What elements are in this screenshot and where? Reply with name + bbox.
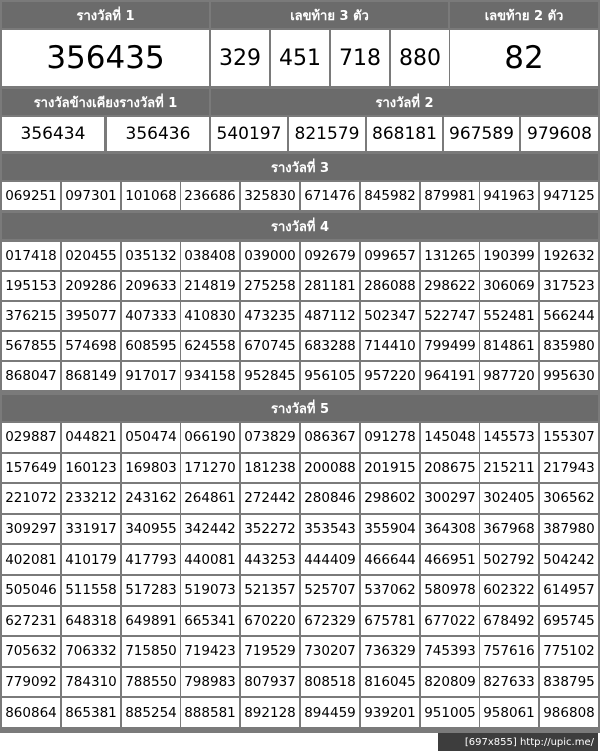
fifth-prize-number: 502792	[480, 545, 538, 574]
fourth-prize-number: 407333	[122, 302, 180, 330]
fourth-prize-number: 835980	[540, 332, 598, 360]
first-prize-header: รางวัลที่ 1	[2, 2, 209, 28]
fourth-prize-number: 502347	[361, 302, 419, 330]
fourth-prize-number: 192632	[540, 242, 598, 270]
fourth-prize-number: 552481	[480, 302, 538, 330]
second-prize-header: รางวัลที่ 2	[211, 89, 598, 115]
fifth-prize-number: 402081	[2, 545, 60, 574]
fifth-prize-number: 798983	[181, 668, 239, 697]
fourth-prize-number: 190399	[480, 242, 538, 270]
fifth-prize-number: 086367	[301, 423, 359, 452]
fourth-prize-number: 376215	[2, 302, 60, 330]
fourth-prize-number: 956105	[301, 362, 359, 390]
fifth-prize-number: 677022	[421, 607, 479, 636]
fifth-prize-number: 986808	[540, 698, 598, 727]
fifth-prize-number: 649891	[122, 607, 180, 636]
fifth-prize-number: 788550	[122, 668, 180, 697]
fifth-prize-number: 816045	[361, 668, 419, 697]
fifth-prize-number: 827633	[480, 668, 538, 697]
last3-number: 451	[271, 30, 329, 86]
fourth-prize-number: 281181	[301, 272, 359, 300]
third-prize-number: 879981	[421, 182, 479, 210]
fifth-prize-number: 602322	[480, 576, 538, 605]
fourth-prize-number: 714410	[361, 332, 419, 360]
fourth-prize-number: 298622	[421, 272, 479, 300]
fourth-prize-number: 214819	[181, 272, 239, 300]
fifth-prize-number: 670220	[241, 607, 299, 636]
third-prize-number: 947125	[540, 182, 598, 210]
fifth-prize-number: 678492	[480, 607, 538, 636]
fourth-prize-number: 017418	[2, 242, 60, 270]
fifth-prize-number: 298602	[361, 484, 419, 513]
fourth-prize-number: 306069	[480, 272, 538, 300]
third-prize-number: 097301	[62, 182, 120, 210]
fourth-prize-number: 952845	[241, 362, 299, 390]
fourth-prize-number: 670745	[241, 332, 299, 360]
fifth-prize-number: 201915	[361, 454, 419, 483]
second-prize-number: 967589	[444, 117, 519, 151]
fifth-prize-number: 233212	[62, 484, 120, 513]
fifth-prize-number: 029887	[2, 423, 60, 452]
fourth-prize-number: 317523	[540, 272, 598, 300]
near-first-header: รางวัลข้างเคียงรางวัลที่ 1	[2, 89, 209, 115]
fifth-prize-number: 521357	[241, 576, 299, 605]
fifth-prize-number: 364308	[421, 515, 479, 544]
fourth-prize-number: 868149	[62, 362, 120, 390]
fourth-prize-number: 574698	[62, 332, 120, 360]
fifth-prize-number: 160123	[62, 454, 120, 483]
last3-number: 329	[211, 30, 269, 86]
fourth-prize-number: 035132	[122, 242, 180, 270]
fourth-prize-number: 934158	[181, 362, 239, 390]
fifth-prize-number: 155307	[540, 423, 598, 452]
fifth-prize-number: 888581	[181, 698, 239, 727]
fifth-prize-number: 443253	[241, 545, 299, 574]
third-prize-number: 671476	[301, 182, 359, 210]
fifth-prize-number: 715850	[122, 637, 180, 666]
fifth-prize-number: 181238	[241, 454, 299, 483]
fifth-prize-number: 145573	[480, 423, 538, 452]
fifth-prize-number: 838795	[540, 668, 598, 697]
third-prize-number: 069251	[2, 182, 60, 210]
fourth-prize-number: 195153	[2, 272, 60, 300]
fifth-prize-number: 775102	[540, 637, 598, 666]
fifth-prize-number: 614957	[540, 576, 598, 605]
fourth-prize-number: 038408	[181, 242, 239, 270]
fifth-prize-number: 073829	[241, 423, 299, 452]
fourth-prize-number: 799499	[421, 332, 479, 360]
fourth-prize-number: 410830	[181, 302, 239, 330]
fourth-prize-number: 092679	[301, 242, 359, 270]
fourth-prize-number: 131265	[421, 242, 479, 270]
fifth-prize-number: 342442	[181, 515, 239, 544]
fourth-prize-number: 566244	[540, 302, 598, 330]
fourth-prize-number: 099657	[361, 242, 419, 270]
fifth-prize-number: 745393	[421, 637, 479, 666]
fifth-prize-number: 808518	[301, 668, 359, 697]
fifth-prize-number: 340955	[122, 515, 180, 544]
fifth-prize-number: 706332	[62, 637, 120, 666]
fourth-prize-number: 683288	[301, 332, 359, 360]
fifth-prize-number: 517283	[122, 576, 180, 605]
fifth-prize-number: 171270	[181, 454, 239, 483]
fifth-prize-number: 272442	[241, 484, 299, 513]
fifth-prize-number: 504242	[540, 545, 598, 574]
third-prize-number: 845982	[361, 182, 419, 210]
fifth-prize-number: 519073	[181, 576, 239, 605]
fifth-prize-number: 705632	[2, 637, 60, 666]
fourth-prize-number: 868047	[2, 362, 60, 390]
fifth-prize-number: 157649	[2, 454, 60, 483]
fourth-prize-number: 487112	[301, 302, 359, 330]
fifth-prize-number: 367968	[480, 515, 538, 544]
fifth-prize-number: 580978	[421, 576, 479, 605]
fifth-prize-number: 417793	[122, 545, 180, 574]
fifth-prize-number: 264861	[181, 484, 239, 513]
near-first-number: 356436	[107, 117, 209, 151]
fifth-prize-number: 892128	[241, 698, 299, 727]
fourth-prize-number: 814861	[480, 332, 538, 360]
fifth-prize-number: 736329	[361, 637, 419, 666]
fourth-prize-number: 395077	[62, 302, 120, 330]
fourth-prize-number: 957220	[361, 362, 419, 390]
fifth-prize-number: 860864	[2, 698, 60, 727]
fifth-prize-number: 243162	[122, 484, 180, 513]
fifth-prize-number: 719529	[241, 637, 299, 666]
fourth-prize-number: 567855	[2, 332, 60, 360]
fifth-prize-number: 958061	[480, 698, 538, 727]
fifth-prize-number: 466951	[421, 545, 479, 574]
fifth-prize-number: 894459	[301, 698, 359, 727]
fifth-prize-number: 444409	[301, 545, 359, 574]
third-prize-number: 325830	[241, 182, 299, 210]
near-first-number: 356434	[2, 117, 104, 151]
fifth-prize-number: 221072	[2, 484, 60, 513]
fifth-prize-number: 280846	[301, 484, 359, 513]
fifth-prize-number: 675781	[361, 607, 419, 636]
fifth-prize-number: 648318	[62, 607, 120, 636]
fifth-prize-number: 355904	[361, 515, 419, 544]
fifth-prize-number: 730207	[301, 637, 359, 666]
fifth-prize-number: 757616	[480, 637, 538, 666]
fifth-prize-number: 466644	[361, 545, 419, 574]
fifth-prize-number: 627231	[2, 607, 60, 636]
fifth-prize-number: 410179	[62, 545, 120, 574]
fourth-prize-number: 039000	[241, 242, 299, 270]
fifth-prize-number: 865381	[62, 698, 120, 727]
last3-number: 880	[391, 30, 449, 86]
fifth-prize-number: 050474	[122, 423, 180, 452]
fifth-prize-number: 302405	[480, 484, 538, 513]
fourth-prize-number: 995630	[540, 362, 598, 390]
fifth-prize-number: 306562	[540, 484, 598, 513]
fifth-prize-number: 044821	[62, 423, 120, 452]
fifth-prize-number: 169803	[122, 454, 180, 483]
fifth-prize-number: 440081	[181, 545, 239, 574]
fourth-prize-number: 020455	[62, 242, 120, 270]
fourth-prize-number: 473235	[241, 302, 299, 330]
last2-header: เลขท้าย 2 ตัว	[450, 2, 598, 28]
fifth-prize-number: 217943	[540, 454, 598, 483]
second-prize-number: 821579	[289, 117, 365, 151]
fifth-prize-header: รางวัลที่ 5	[2, 395, 598, 421]
fifth-prize-number: 511558	[62, 576, 120, 605]
fifth-prize-number: 505046	[2, 576, 60, 605]
fifth-prize-number: 353543	[301, 515, 359, 544]
fourth-prize-number: 987720	[480, 362, 538, 390]
fifth-prize-number: 208675	[421, 454, 479, 483]
image-host-watermark: [697x855] http://upic.me/	[438, 733, 598, 751]
fourth-prize-number: 624558	[181, 332, 239, 360]
fifth-prize-number: 951005	[421, 698, 479, 727]
third-prize-number: 941963	[480, 182, 538, 210]
fifth-prize-number: 200088	[301, 454, 359, 483]
third-prize-header: รางวัลที่ 3	[2, 154, 598, 180]
fifth-prize-number: 300297	[421, 484, 479, 513]
fourth-prize-number: 917017	[122, 362, 180, 390]
last2-number: 82	[450, 30, 598, 86]
fourth-prize-number: 275258	[241, 272, 299, 300]
fifth-prize-number: 784310	[62, 668, 120, 697]
fifth-prize-number: 820809	[421, 668, 479, 697]
fifth-prize-number: 807937	[241, 668, 299, 697]
fifth-prize-number: 719423	[181, 637, 239, 666]
third-prize-number: 101068	[122, 182, 180, 210]
second-prize-number: 540197	[211, 117, 287, 151]
fourth-prize-header: รางวัลที่ 4	[2, 213, 598, 239]
fifth-prize-number: 145048	[421, 423, 479, 452]
second-prize-number: 979608	[521, 117, 598, 151]
fifth-prize-number: 215211	[480, 454, 538, 483]
fifth-prize-number: 066190	[181, 423, 239, 452]
last3-header: เลขท้าย 3 ตัว	[211, 2, 448, 28]
third-prize-number: 236686	[181, 182, 239, 210]
second-prize-number: 868181	[367, 117, 442, 151]
fifth-prize-number: 695745	[540, 607, 598, 636]
fourth-prize-number: 964191	[421, 362, 479, 390]
fifth-prize-number: 537062	[361, 576, 419, 605]
fifth-prize-number: 091278	[361, 423, 419, 452]
fifth-prize-number: 352272	[241, 515, 299, 544]
fourth-prize-number: 286088	[361, 272, 419, 300]
fifth-prize-number: 387980	[540, 515, 598, 544]
fifth-prize-number: 885254	[122, 698, 180, 727]
fifth-prize-number: 672329	[301, 607, 359, 636]
fourth-prize-number: 522747	[421, 302, 479, 330]
fifth-prize-number: 525707	[301, 576, 359, 605]
fifth-prize-number: 309297	[2, 515, 60, 544]
last3-number: 718	[331, 30, 389, 86]
fifth-prize-number: 665341	[181, 607, 239, 636]
fourth-prize-number: 608595	[122, 332, 180, 360]
first-prize-number: 356435	[2, 30, 209, 86]
fifth-prize-number: 779092	[2, 668, 60, 697]
fifth-prize-number: 331917	[62, 515, 120, 544]
fourth-prize-number: 209633	[122, 272, 180, 300]
fifth-prize-number: 939201	[361, 698, 419, 727]
fourth-prize-number: 209286	[62, 272, 120, 300]
